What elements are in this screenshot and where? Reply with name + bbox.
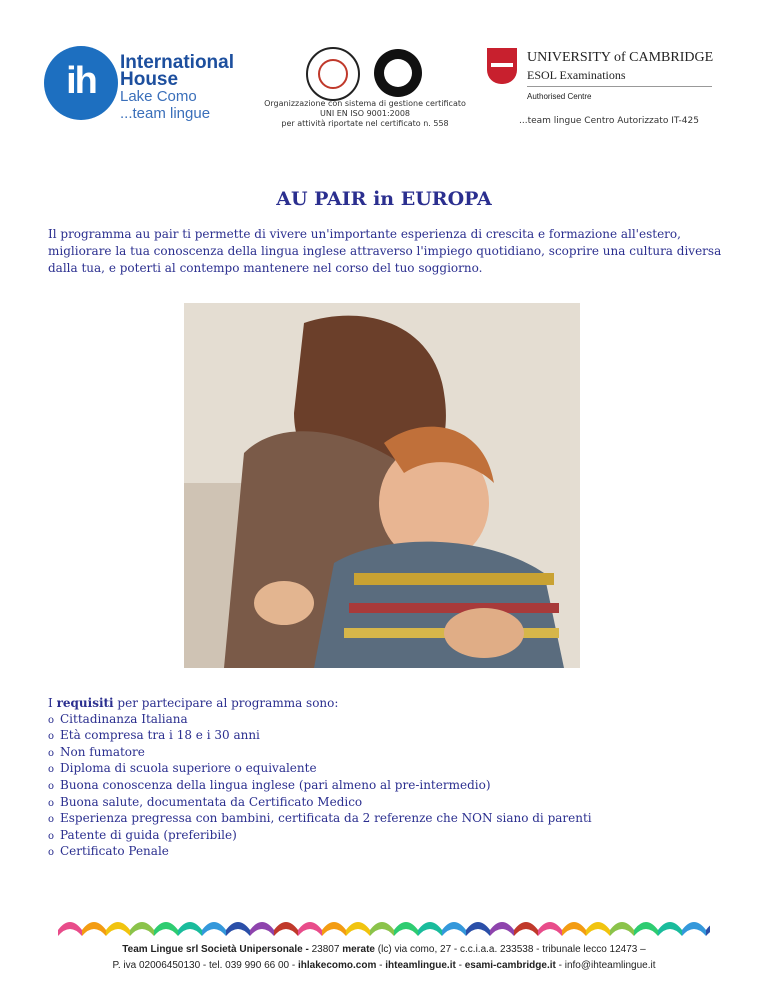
stripe-segment xyxy=(58,922,82,936)
footer-addr1: 23807 xyxy=(308,944,343,955)
footer-site3-link[interactable]: esami-cambridge.it xyxy=(464,960,556,971)
stripe-segment xyxy=(490,922,514,936)
list-item: o Patente di guida (preferibile) xyxy=(48,828,728,845)
certification-block xyxy=(260,47,470,127)
stripe-segment xyxy=(706,922,710,936)
cambridge-line2: ESOL Examinations xyxy=(527,68,626,82)
footer-email[interactable]: - info@ihteamlingue.it xyxy=(555,960,656,971)
certification-seal-icon xyxy=(306,47,360,101)
cambridge-line3: Authorised Centre xyxy=(527,92,592,101)
list-item: o Buona salute, documentata da Certificato Medico xyxy=(48,795,728,812)
list-item: o Diploma di scuola superiore o equivalente xyxy=(48,761,728,778)
footer-line1 xyxy=(0,942,768,958)
stripe-segment xyxy=(154,922,178,936)
footer-line2 xyxy=(0,958,768,974)
ih-line4: ...team lingue xyxy=(120,105,211,122)
list-item: o Età compresa tra i 18 e i 30 anni xyxy=(48,728,728,745)
footer-addr2: (lc) via como, 27 - c.c.i.a.a. 233538 - tribunale lecco 12473 – xyxy=(375,944,646,955)
cert-line3: per attività riportate nel certificato n. 558 xyxy=(281,119,449,128)
footer-piva: P. iva 02006450130 - tel. 039 990 66 00 - xyxy=(112,960,298,971)
stripe-segment xyxy=(658,922,682,936)
req-intro-suffix: per partecipare al programma sono: xyxy=(113,696,339,710)
cert-line1: Organizzazione con sistema di gestione certificato xyxy=(264,99,466,108)
cambridge-logo xyxy=(487,48,717,128)
footer-merate: merate xyxy=(342,944,375,955)
stripe-segment xyxy=(634,922,658,936)
list-item: o Non fumatore xyxy=(48,745,728,762)
stripe-segment xyxy=(82,922,106,936)
footer xyxy=(0,942,768,974)
stripe-segment xyxy=(226,922,250,936)
stripe-segment xyxy=(466,922,490,936)
stripe-segment xyxy=(130,922,154,936)
stripe-segment xyxy=(346,922,370,936)
ih-logo-icon: ih xyxy=(44,46,118,120)
cambridge-shield-icon xyxy=(487,48,517,84)
stripe-segment xyxy=(370,922,394,936)
cambridge-line1: UNIVERSITY of CAMBRIDGE xyxy=(527,50,714,65)
international-house-logo xyxy=(44,44,254,124)
cambridge-line4: ...team lingue Centro Autorizzato IT-425 xyxy=(519,116,699,126)
stripe-segment xyxy=(106,922,130,936)
intro-paragraph: Il programma au pair ti permette di vivere un'importante esperienza di crescita e formazione all'estero, migliorare la tua conoscenza della lingua inglese attraverso l'impiego quotidiano, scoprire una cultura diversa dalla tua, e poterti al contempo mantenere nel corso del tuo soggiorno. xyxy=(48,227,722,275)
stripe-segment xyxy=(202,922,226,936)
requirements-section xyxy=(48,696,728,861)
stripe-segment xyxy=(418,922,442,936)
stripe-segment xyxy=(562,922,586,936)
req-intro-bold: requisiti xyxy=(56,696,114,710)
footer-site1-link[interactable]: ihlakecomo.com xyxy=(298,960,377,971)
stripe-segment xyxy=(538,922,562,936)
cert-line2: UNI EN ISO 9001:2008 xyxy=(319,109,410,118)
cambridge-divider xyxy=(527,86,712,87)
stripe-segment xyxy=(250,922,274,936)
stripe-segment xyxy=(274,922,298,936)
footer-company: Team Lingue srl Società Unipersonale - xyxy=(122,944,309,955)
ih-line2: House xyxy=(120,69,179,90)
stripe-segment xyxy=(394,922,418,936)
decorative-stripe xyxy=(58,914,710,936)
stripe-segment xyxy=(178,922,202,936)
stripe-segment xyxy=(682,922,706,936)
requirements-list xyxy=(48,712,728,861)
au-pair-photo xyxy=(184,303,580,668)
stripe-segment xyxy=(586,922,610,936)
requirements-intro xyxy=(48,696,728,712)
list-item: o Esperienza pregressa con bambini, certificata da 2 referenze che NON siano di parenti xyxy=(48,811,728,828)
ih-line3: Lake Como xyxy=(120,88,197,105)
list-item: o Buona conoscenza della lingua inglese (pari almeno al pre-intermedio) xyxy=(48,778,728,795)
footer-sep2: - xyxy=(455,960,465,971)
stripe-segment xyxy=(298,922,322,936)
stripe-segment xyxy=(442,922,466,936)
req-intro-prefix: I xyxy=(48,696,57,710)
page-title: AU PAIR in EUROPA xyxy=(276,188,492,210)
footer-sep1: - xyxy=(376,960,386,971)
accredia-seal-icon xyxy=(374,49,422,97)
list-item: o Cittadinanza Italiana xyxy=(48,712,728,729)
stripe-segment xyxy=(610,922,634,936)
stripe-segment xyxy=(322,922,346,936)
footer-site2-link[interactable]: ihteamlingue.it xyxy=(385,960,456,971)
stripe-segment xyxy=(514,922,538,936)
list-item: o Certificato Penale xyxy=(48,844,728,861)
ih-line1: International xyxy=(120,52,235,73)
